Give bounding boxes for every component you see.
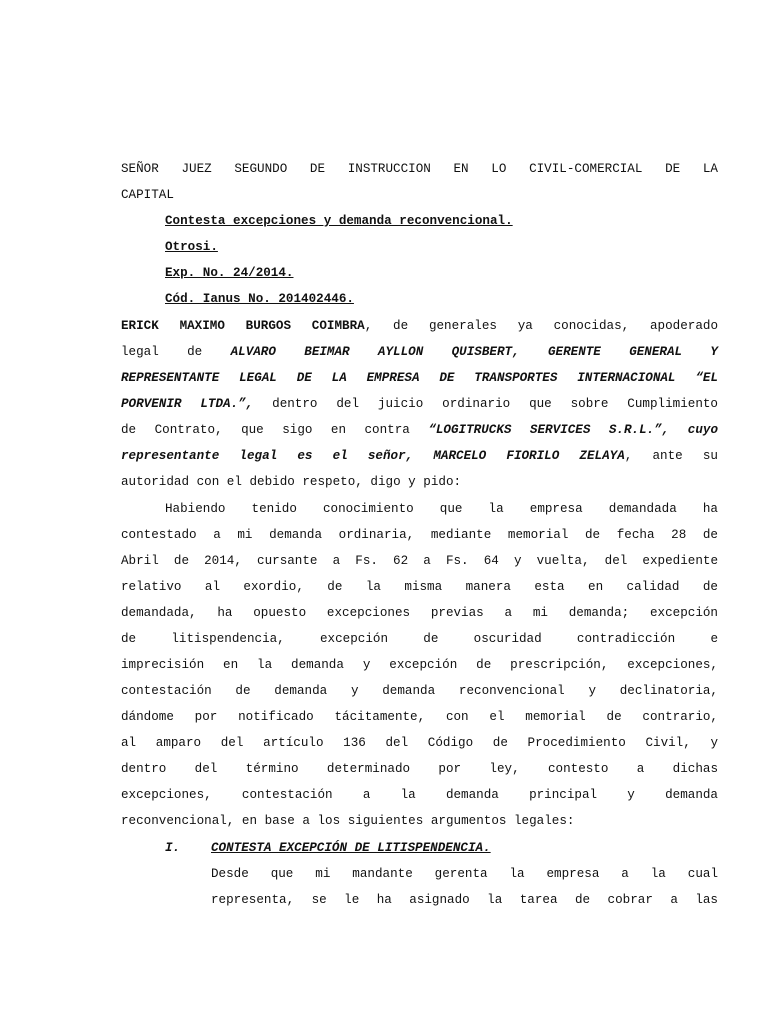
company-name: PORVENIR LTDA.”, [121,397,254,411]
principal-name: ALVARO BEIMAR AYLLON QUISBERT, GERENTE GENERAL Y [230,345,718,359]
intro-line-1 [121,318,718,334]
body-line: Abril de 2014, cursante a Fs. 62 a Fs. 64 y vuelta, del expediente [121,554,718,568]
intro-text: dentro del juicio ordinario que sobre Cumplimiento [253,397,718,411]
intro-text: legal de [121,345,231,359]
body-line: Habiendo tenido conocimiento que la empresa demandada ha [165,502,718,516]
intro-text: , ante su [624,449,718,463]
body-line: dentro del término determinado por ley, contesto a dichas [121,762,718,776]
expediente-line: Exp. No. 24/2014. [165,266,294,280]
intro-line-6 [121,448,718,464]
body-line: imprecisión en la demanda y excepción de prescripción, excepciones, [121,658,718,672]
body-line: reconvencional, en base a los siguientes argumentos legales: [121,814,575,828]
intro-line-3: REPRESENTANTE LEGAL DE LA EMPRESA DE TRANSPORTES INTERNACIONAL “EL [121,371,718,385]
intro-line-4 [121,396,718,412]
subject-line: Contesta excepciones y demanda reconvencional. [165,214,513,228]
defendant-name: “LOGITRUCKS SERVICES S.R.L.”, cuyo [428,423,718,437]
codigo-ianus-line: Cód. Ianus No. 201402446. [165,292,354,306]
body-line: excepciones, contestación a la demanda principal y demanda [121,788,718,802]
body-line: relativo al exordio, de la misma manera esta en calidad de [121,580,718,594]
body-line: demandada, ha opuesto excepciones previas a mi demanda; excepción [121,606,718,620]
otrosi-line: Otrosi. [165,240,218,254]
intro-line-5 [121,422,718,438]
section-line: representa, se le ha asignado la tarea de cobrar a las [211,893,718,907]
section-title: CONTESTA EXCEPCIÓN DE LITISPENDENCIA. [211,841,491,855]
section-line: Desde que mi mandante gerenta la empresa a la cual [211,867,718,881]
intro-line-7: autoridad con el debido respeto, digo y pido: [121,475,462,489]
section-numeral: I. [165,841,181,855]
intro-text: , de generales ya conocidas, apoderado [364,319,718,333]
body-line: de litispendencia, excepción de oscuridad contradicción e [121,632,718,646]
heading-line-1: SEÑOR JUEZ SEGUNDO DE INSTRUCCION EN LO CIVIL-COMERCIAL DE LA [121,162,718,176]
body-line: contestación de demanda y demanda reconvencional y declinatoria, [121,684,718,698]
plaintiff-name: ERICK MAXIMO BURGOS COIMBRA [121,319,365,333]
intro-text: de Contrato, que sigo en contra [121,423,429,437]
defendant-representative: representante legal es el señor, MARCELO FIORILO ZELAYA [121,449,625,463]
heading-line-2: CAPITAL [121,188,174,202]
body-line: dándome por notificado tácitamente, con el memorial de contrario, [121,710,718,724]
body-line: contestado a mi demanda ordinaria, mediante memorial de fecha 28 de [121,528,718,542]
body-line: al amparo del artículo 136 del Código de Procedimiento Civil, y [121,736,718,750]
intro-line-2 [121,344,718,360]
